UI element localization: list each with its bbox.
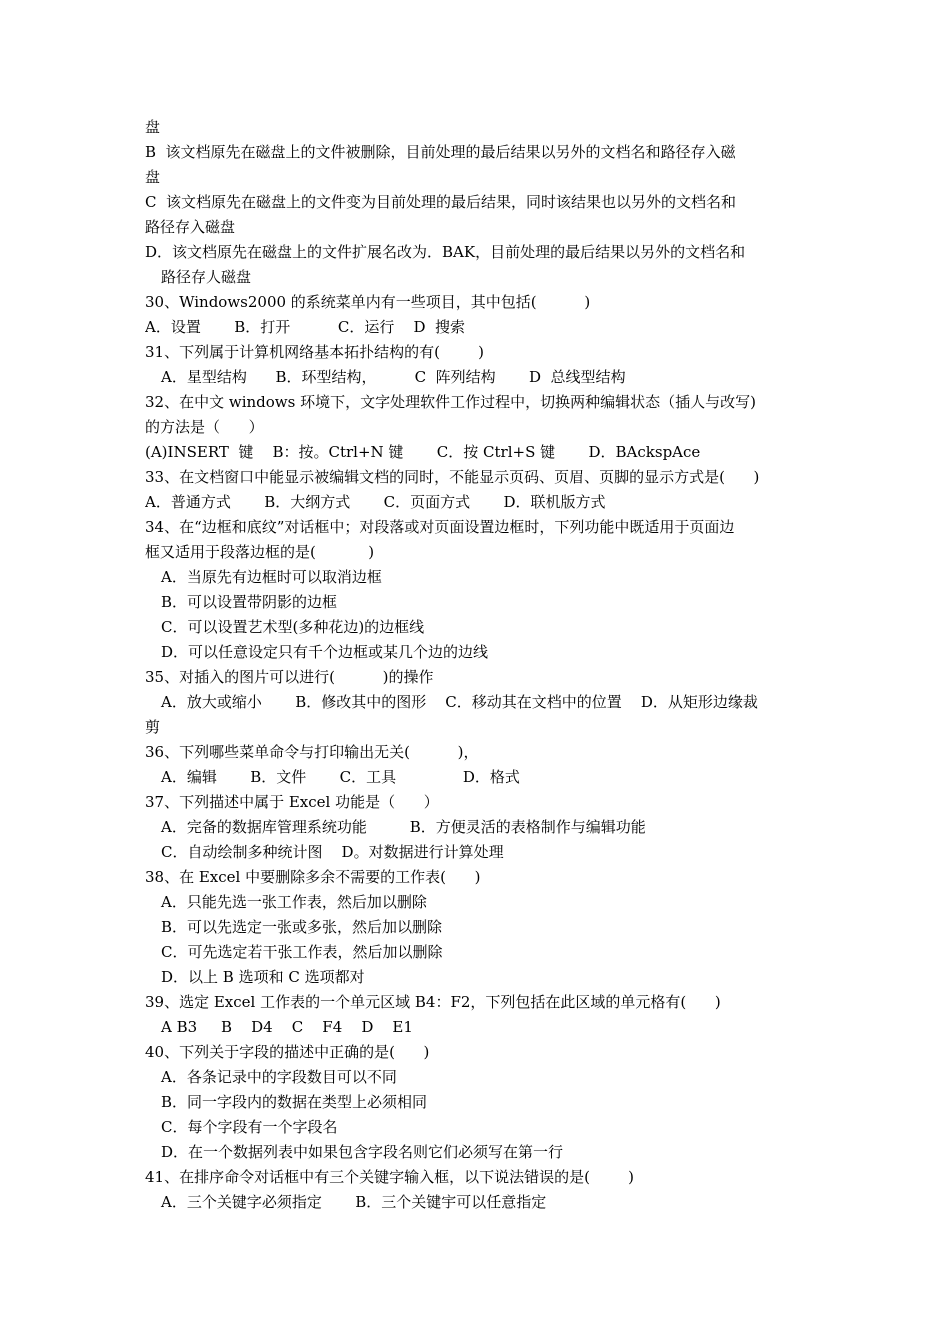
- text-line: 38、在 Excel 中要删除多余不需要的工作表( ): [145, 868, 481, 886]
- text-line: C．可先选定若干张工作表，然后加以删除: [161, 943, 443, 961]
- text-line: D．在一个数据列表中如果包含字段名则它们必须写在第一行: [161, 1143, 564, 1161]
- text-line: 39、选定 Excel 工作表的一个单元区域 B4：F2，下列包括在此区域的单元格有( ): [145, 993, 721, 1011]
- text-line: 盘: [145, 118, 161, 136]
- text-line: A．普通方式 B．大纲方式 C．页面方式 D．联机版方式: [145, 493, 606, 511]
- text-line: 31、下列属于计算机网络基本拓扑结构的有( ): [145, 343, 484, 361]
- text-line: 40、下列关于字段的描述中正确的是( ): [145, 1043, 430, 1061]
- text-line: 35、对插入的图片可以进行( )的操作: [145, 668, 434, 686]
- text-line: B．可以设置带阴影的边框: [161, 593, 338, 611]
- text-line: 剪: [145, 718, 161, 736]
- text-line: A．编辑 B．文件 C．工具 D．格式: [161, 768, 520, 786]
- text-line: B．可以先选定一张或多张，然后加以删除: [161, 918, 443, 936]
- text-line: B．同一字段内的数据在类型上必须相同: [161, 1093, 428, 1111]
- text-line: 33、在文档窗口中能显示被编辑文档的同时，不能显示页码、页眉、页脚的显示方式是( ): [145, 468, 760, 486]
- text-line: 路径存入磁盘: [145, 218, 236, 236]
- text-line: 37、下列描述中属于 Excel 功能是（ ）: [145, 793, 439, 811]
- text-line: A．星型结构 B．环型结构， C 阵列结构 D 总线型结构: [161, 368, 626, 386]
- text-line: A．放大或缩小 B．修改其中的图形 C．移动其在文档中的位置 D．从矩形边缘裁: [161, 693, 758, 711]
- text-line: 30、Windows2000 的系统菜单内有一些项目，其中包括( ): [145, 293, 591, 311]
- text-line: (A)INSERT 键 B：按。Ctrl+N 键 C．按 Ctrl+S 键 D．BAckspAce: [145, 443, 701, 461]
- text-line: A B3 B D4 C F4 D E1: [161, 1018, 413, 1036]
- text-line: 框又适用于段落边框的是( ): [145, 543, 375, 561]
- text-line: 36、下列哪些菜单命令与打印输出无关( )，: [145, 743, 479, 761]
- text-line: B 该文档原先在磁盘上的文件被删除，目前处理的最后结果以另外的文档名和路径存入磁: [145, 143, 736, 161]
- text-line: 32、在中文 windows 环境下，文字处理软件工作过程中，切换两种编辑状态（插人与改写): [145, 393, 756, 411]
- document-body: [145, 115, 810, 1215]
- text-line: D．可以任意设定只有千个边框或某几个边的边线: [161, 643, 489, 661]
- text-line: 的方法是（ ）: [145, 418, 264, 436]
- text-line: D．以上 B 选项和 C 选项都对: [161, 968, 365, 986]
- text-line: C．可以设置艺术型(多种花边)的边框线: [161, 618, 425, 636]
- text-line: C 该文档原先在磁盘上的文件变为目前处理的最后结果，同时该结果也以另外的文档名和: [145, 193, 737, 211]
- text-line: A．只能先选一张工作表，然后加以删除: [161, 893, 427, 911]
- text-line: C．每个字段有一个字段名: [161, 1118, 338, 1136]
- text-line: A．当原先有边框时可以取消边框: [161, 568, 382, 586]
- text-line: D．该文档原先在磁盘上的文件扩展名改为．BAK，目前处理的最后结果以另外的文档名和: [145, 243, 746, 261]
- text-line: 路径存人磁盘: [161, 268, 252, 286]
- text-line: A．各条记录中的字段数目可以不同: [161, 1068, 397, 1086]
- text-line: 盘: [145, 168, 161, 186]
- text-line: 34、在“边框和底纹”对话框中；对段落或对页面设置边框时，下列功能中既适用于页面边: [145, 518, 735, 536]
- text-line: A．设置 B．打开 C．运行 D 搜索: [145, 318, 466, 336]
- text-line: A．三个关键字必须指定 B．三个关键宇可以任意指定: [161, 1193, 547, 1211]
- text-line: 41、在排序命令对话框中有三个关键字输入框，以下说法错误的是( ): [145, 1168, 634, 1186]
- text-line: A．完备的数据库管理系统功能 B．方便灵活的表格制作与编辑功能: [161, 818, 646, 836]
- text-line: C．自动绘制多种统计图 D。对数据进行计算处理: [161, 843, 504, 861]
